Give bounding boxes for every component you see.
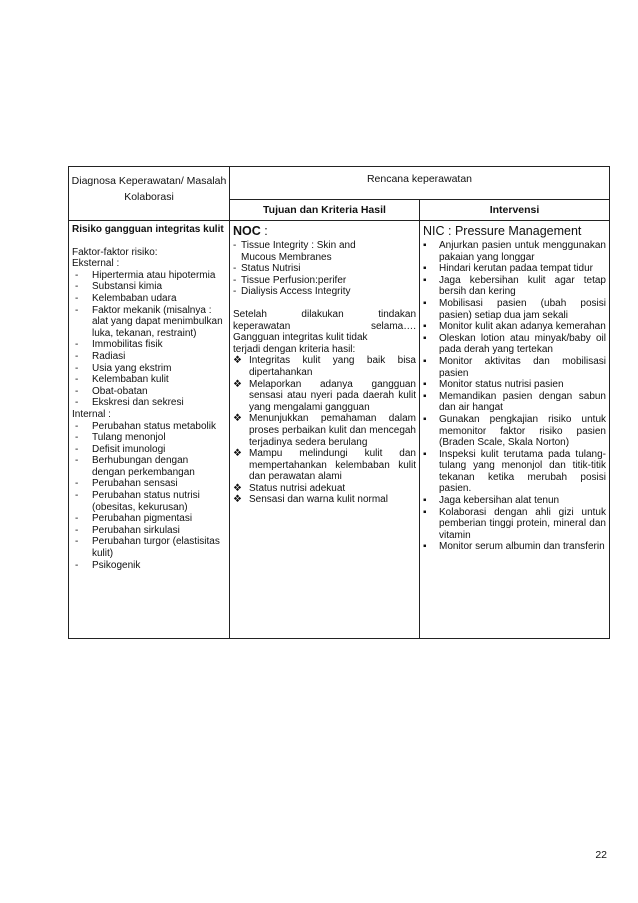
list-item: ▪ Kolaborasi dengan ahli gizi untuk pemberian tinggi protein, mineral dan vitamin: [423, 506, 606, 541]
square-bullet-icon: ▪: [423, 274, 427, 286]
square-bullet-icon: ▪: [423, 240, 427, 251]
risk-factors-label: Faktor-faktor risiko:: [72, 246, 158, 258]
list-item: ❖ Integritas kulit yang baik bisa dipertahankan: [233, 355, 416, 378]
diamond-icon: ❖: [233, 355, 242, 367]
list-item: ❖ Sensasi dan warna kulit normal: [233, 494, 388, 506]
header-diagnosis: [69, 167, 230, 221]
square-bullet-icon: ▪: [423, 390, 427, 402]
list-item-cont: dengan perkembangan: [92, 466, 195, 478]
list-item: - Ekskresi dan sekresi: [75, 397, 184, 409]
list-item: ▪ Memandikan pasien dengan sabun dan air hangat: [423, 390, 606, 414]
list-item: ▪ Hindari kerutan padaa tempat tidur: [423, 263, 593, 275]
list-item: - Substansi kimia: [75, 281, 163, 293]
list-item: ❖ Menunjukkan pemahaman dalam proses perbaikan kulit dan mencegah terjadinya sedera berulang: [233, 413, 416, 448]
goals-cell: [230, 221, 420, 639]
list-item: ▪ Jaga kebersihan kulit agar tetap bersih dan kering: [423, 274, 606, 298]
intervention-cell: [420, 221, 610, 639]
diagnosis-cell: [69, 221, 230, 639]
list-item: - Psikogenik: [75, 559, 141, 571]
list-item-cont: Mucous Membranes: [241, 251, 332, 263]
list-item: - Perubahan status nutrisi: [75, 490, 200, 502]
list-item: ❖ Mampu melindungi kulit dan mempertahankan kelembaban kulit dan perawatan alami: [233, 448, 416, 483]
header-goals: Tujuan dan Kriteria Hasil: [230, 200, 420, 221]
page-number: 22: [595, 849, 607, 861]
list-item: - Tissue Integrity : Skin and: [233, 240, 356, 251]
list-item: - Perubahan status metabolik: [75, 420, 216, 432]
header-plan: Rencana keperawatan: [230, 167, 610, 200]
list-item: ▪ Mobilisasi pasien (ubah posisi pasien) setiap dua jam sekali: [423, 297, 606, 321]
external-label: Eksternal :: [72, 258, 120, 270]
list-item: - Berhubungan dengan: [75, 455, 189, 467]
diagnosis-title: Risiko gangguan integritas kulit: [72, 224, 224, 235]
list-item: - Faktor mekanik (misalnya :: [75, 304, 212, 316]
square-bullet-icon: ▪: [423, 506, 427, 518]
diamond-icon: ❖: [233, 448, 242, 460]
list-item: - Kelembaban kulit: [75, 374, 169, 386]
noc-intro-line: Setelah dilakukan tindakan: [233, 308, 416, 320]
noc-intro-line: keperawatan selama….: [233, 320, 416, 332]
square-bullet-icon: ▪: [423, 355, 427, 367]
square-bullet-icon: ▪: [423, 263, 427, 275]
square-bullet-icon: ▪: [423, 332, 427, 344]
square-bullet-icon: ▪: [423, 379, 427, 391]
noc-intro-line: terjadi dengan kriteria hasil:: [233, 343, 356, 355]
diamond-icon: ❖: [233, 413, 242, 425]
list-item: ❖ Melaporkan adanya gangguan sensasi atau nyeri pada daerah kulit yang mengalami gangguan: [233, 378, 416, 413]
square-bullet-icon: ▪: [423, 495, 427, 507]
list-item: - Status Nutrisi: [233, 263, 301, 275]
header-diagnosis-text: Diagnosa Keperawatan/ Masalah Kolaborasi: [71, 175, 227, 203]
square-bullet-icon: ▪: [423, 297, 427, 309]
care-plan-table: [68, 166, 610, 639]
list-item: ▪ Monitor kulit akan adanya kemerahan: [423, 321, 606, 333]
square-bullet-icon: ▪: [423, 413, 427, 425]
list-item-cont: alat yang dapat menimbulkan: [92, 316, 223, 328]
list-item: ▪ Oleskan lotion atau minyak/baby oil pada derah yang tertekan: [423, 332, 606, 356]
list-item: - Perubahan sirkulasi: [75, 524, 180, 536]
list-item: ▪ Monitor status nutrisi pasien: [423, 379, 564, 391]
list-item: - Immobilitas fisik: [75, 339, 163, 351]
list-item: ❖ Status nutrisi adekuat: [233, 482, 346, 494]
diamond-icon: ❖: [233, 378, 242, 390]
list-item: ▪ Inspeksi kulit terutama pada tulang-tulang yang menonjol dan titik-titik tekanan ketika merubah posisi pasien.: [423, 448, 606, 495]
list-item: - Obat-obatan: [75, 385, 148, 397]
list-item: ▪ Monitor serum albumin dan transferin: [423, 541, 605, 553]
square-bullet-icon: ▪: [423, 448, 427, 460]
internal-label: Internal :: [72, 408, 111, 420]
square-bullet-icon: ▪: [423, 321, 427, 333]
list-item: ▪ Anjurkan pasien untuk menggunakan pakaian yang longgar: [423, 240, 606, 263]
square-bullet-icon: ▪: [423, 541, 427, 553]
diamond-icon: ❖: [233, 482, 242, 494]
list-item: ▪ Gunakan pengkajian risiko untuk memonitor faktor risiko pasien (Braden Scale, Skala Norton): [423, 413, 606, 449]
nic-heading: NIC : Pressure Management: [423, 224, 582, 238]
list-item: - Perubahan pigmentasi: [75, 513, 193, 525]
list-item: - Kelembaban udara: [75, 292, 177, 304]
list-item: - Usia yang ekstrim: [75, 362, 172, 374]
header-intervention: Intervensi: [420, 200, 610, 221]
list-item-cont: kulit): [92, 548, 114, 560]
list-item: ▪ Jaga kebersihan alat tenun: [423, 495, 560, 507]
list-item-cont: luka, tekanan, restraint): [92, 327, 197, 339]
list-item: - Tulang menonjol: [75, 432, 166, 444]
list-item: - Perubahan turgor (elastisitas: [75, 536, 220, 548]
noc-heading: NOC :: [233, 224, 268, 238]
list-item: ▪ Monitor aktivitas dan mobilisasi pasien: [423, 355, 606, 379]
list-item: - Radiasi: [75, 350, 126, 362]
list-item: - Defisit imunologi: [75, 443, 166, 455]
diamond-icon: ❖: [233, 494, 242, 506]
list-item: - Dialiysis Access Integrity: [233, 286, 351, 298]
list-item: - Tissue Perfusion:perifer: [233, 274, 347, 286]
noc-intro-line: Gangguan integritas kulit tidak: [233, 332, 368, 344]
list-item-cont: (obesitas, kekurusan): [92, 501, 188, 513]
list-item: - Hipertermia atau hipotermia: [75, 269, 216, 281]
list-item: - Perubahan sensasi: [75, 478, 178, 490]
